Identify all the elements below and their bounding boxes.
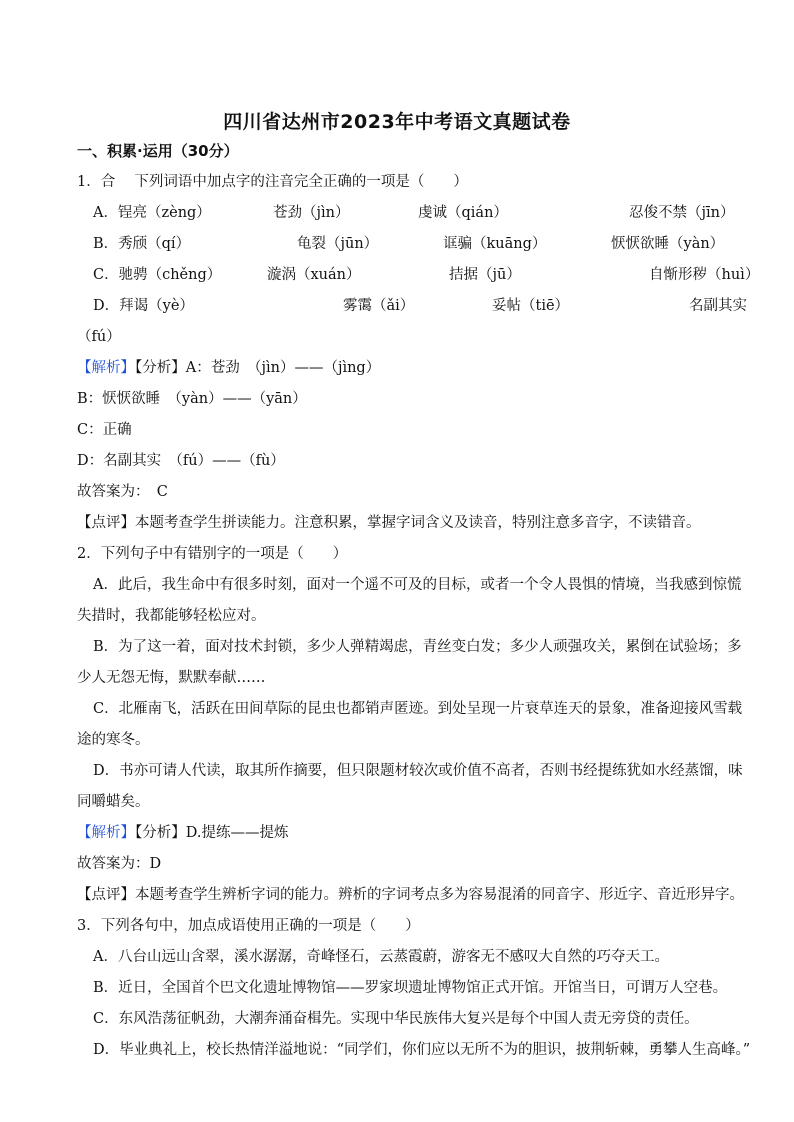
analysis-tag: 【解析】 bbox=[77, 360, 135, 376]
q1-option-b-1: B．秀颀（qí） bbox=[93, 236, 191, 252]
q1-option-b-3: 诓骗（kuāng） bbox=[443, 236, 547, 252]
analysis-tag: 【解析】 bbox=[77, 825, 135, 841]
q3-option-a: A．八台山远山含翠，溪水潺潺，奇峰怪石，云蒸霞蔚，游客无不感叹大自然的巧夺天工。 bbox=[93, 949, 669, 965]
section-heading: 一、积累·运用（30分） bbox=[77, 142, 239, 160]
q2-analysis bbox=[77, 821, 288, 842]
q1-option-c-1: C．驰骋（chěng） bbox=[93, 267, 222, 283]
q1-option-a-1: A．锃亮（zèng） bbox=[93, 205, 211, 221]
q2-option-c-line1: C．北雁南飞，活跃在田间草际的昆虫也都销声匿迹。到处呈现一片衰草连天的景象，准备迎接风雪载 bbox=[93, 701, 743, 717]
q1-option-d-4: 名副其实 bbox=[689, 298, 747, 314]
q3-stem: 3．下列各句中，加点成语使用正确的一项是（ ） bbox=[77, 918, 420, 934]
q1-analysis-b: B：恹恹欲睡 （yàn）——（yān） bbox=[77, 391, 307, 407]
q1-option-a-4: 忍俊不禁（jīn） bbox=[629, 205, 735, 221]
q1-option-d-1: D．拜谒（yè） bbox=[93, 298, 194, 314]
q1-analysis-c: C：正确 bbox=[77, 422, 132, 438]
page-title: 四川省达州市2023年中考语文真题试卷 bbox=[223, 111, 571, 133]
q1-option-c-2: 漩涡（xuán） bbox=[267, 267, 361, 283]
q1-option-b-2: 龟裂（jūn） bbox=[297, 236, 379, 252]
q1-analysis-d: D：名副其实 （fú）——（fù） bbox=[77, 453, 285, 469]
q3-option-b: B．近日，全国首个巴文化遗址博物馆——罗家坝遗址博物馆正式开馆。开馆当日，可谓万人空巷。 bbox=[93, 980, 728, 996]
q2-option-d-line1: D．书亦可请人代读，取其所作摘要，但只限题材较次或价值不高者，否则书经提练犹如水经蒸馏，味 bbox=[93, 763, 743, 779]
q2-answer: 故答案为：D bbox=[77, 856, 162, 872]
q2-comment: 【点评】本题考查学生辨析字词的能力。辨析的字词考点多为容易混淆的同音字、形近字、音近形异字。 bbox=[77, 887, 744, 903]
q1-option-d-3: 妥帖（tiē） bbox=[492, 298, 570, 314]
q1-answer: 故答案为： C bbox=[77, 484, 168, 500]
q2-stem: 2．下列句子中有错别字的一项是（ ） bbox=[77, 546, 348, 562]
q1-option-a-2: 苍劲（jìn） bbox=[273, 205, 350, 221]
q1-option-d-2: 雾霭（ǎi） bbox=[343, 298, 415, 314]
q2-option-c-line2: 途的寒冬。 bbox=[77, 732, 150, 748]
q1-stem: 1．合 下列词语中加点字的注音完全正确的一项是（ ） bbox=[77, 174, 468, 190]
q1-option-c-4: 自惭形秽（huì） bbox=[649, 267, 760, 283]
q2-option-b-line2: 少人无怨无悔，默默奉献…… bbox=[77, 670, 266, 686]
q1-option-c-3: 拮据（jū） bbox=[449, 267, 521, 283]
q2-option-a-line1: A．此后，我生命中有很多时刻，面对一个遥不可及的目标，或者一个令人畏惧的情境，当我感到惊慌 bbox=[93, 577, 742, 593]
q1-option-a-3: 虔诚（qián） bbox=[418, 205, 508, 221]
q1-comment: 【点评】本题考查学生拼读能力。注意积累，掌握字词含义及读音，特别注意多音字，不读错音。 bbox=[77, 515, 701, 531]
q2-option-b-line1: B．为了这一着，面对技术封锁，多少人弹精竭虑，青丝变白发；多少人顽强攻关，累倒在试验场；多 bbox=[93, 639, 742, 655]
q1-analysis bbox=[77, 356, 380, 377]
q2-option-d-line2: 同嚼蜡矣。 bbox=[77, 794, 150, 810]
q3-option-d: D．毕业典礼上，校长热情洋溢地说：“同学们，你们应以无所不为的胆识，披荆斩棘，勇攀人生高峰。” bbox=[93, 1042, 751, 1058]
q2-analysis-text: 【分析】D.提练——提炼 bbox=[135, 825, 289, 841]
q3-option-c: C．东风浩荡征帆劲，大潮奔涌奋楫先。实现中华民族伟大复兴是每个中国人责无旁贷的责任。 bbox=[93, 1011, 699, 1027]
q1-option-b-4: 恹恹欲睡（yàn） bbox=[611, 236, 725, 252]
q1-option-d-tail: （fú） bbox=[77, 329, 121, 345]
q2-option-a-line2: 失措时，我都能够轻松应对。 bbox=[77, 608, 266, 624]
q1-analysis-a: 【分析】A：苍劲 （jìn）——（jìng） bbox=[135, 360, 381, 376]
